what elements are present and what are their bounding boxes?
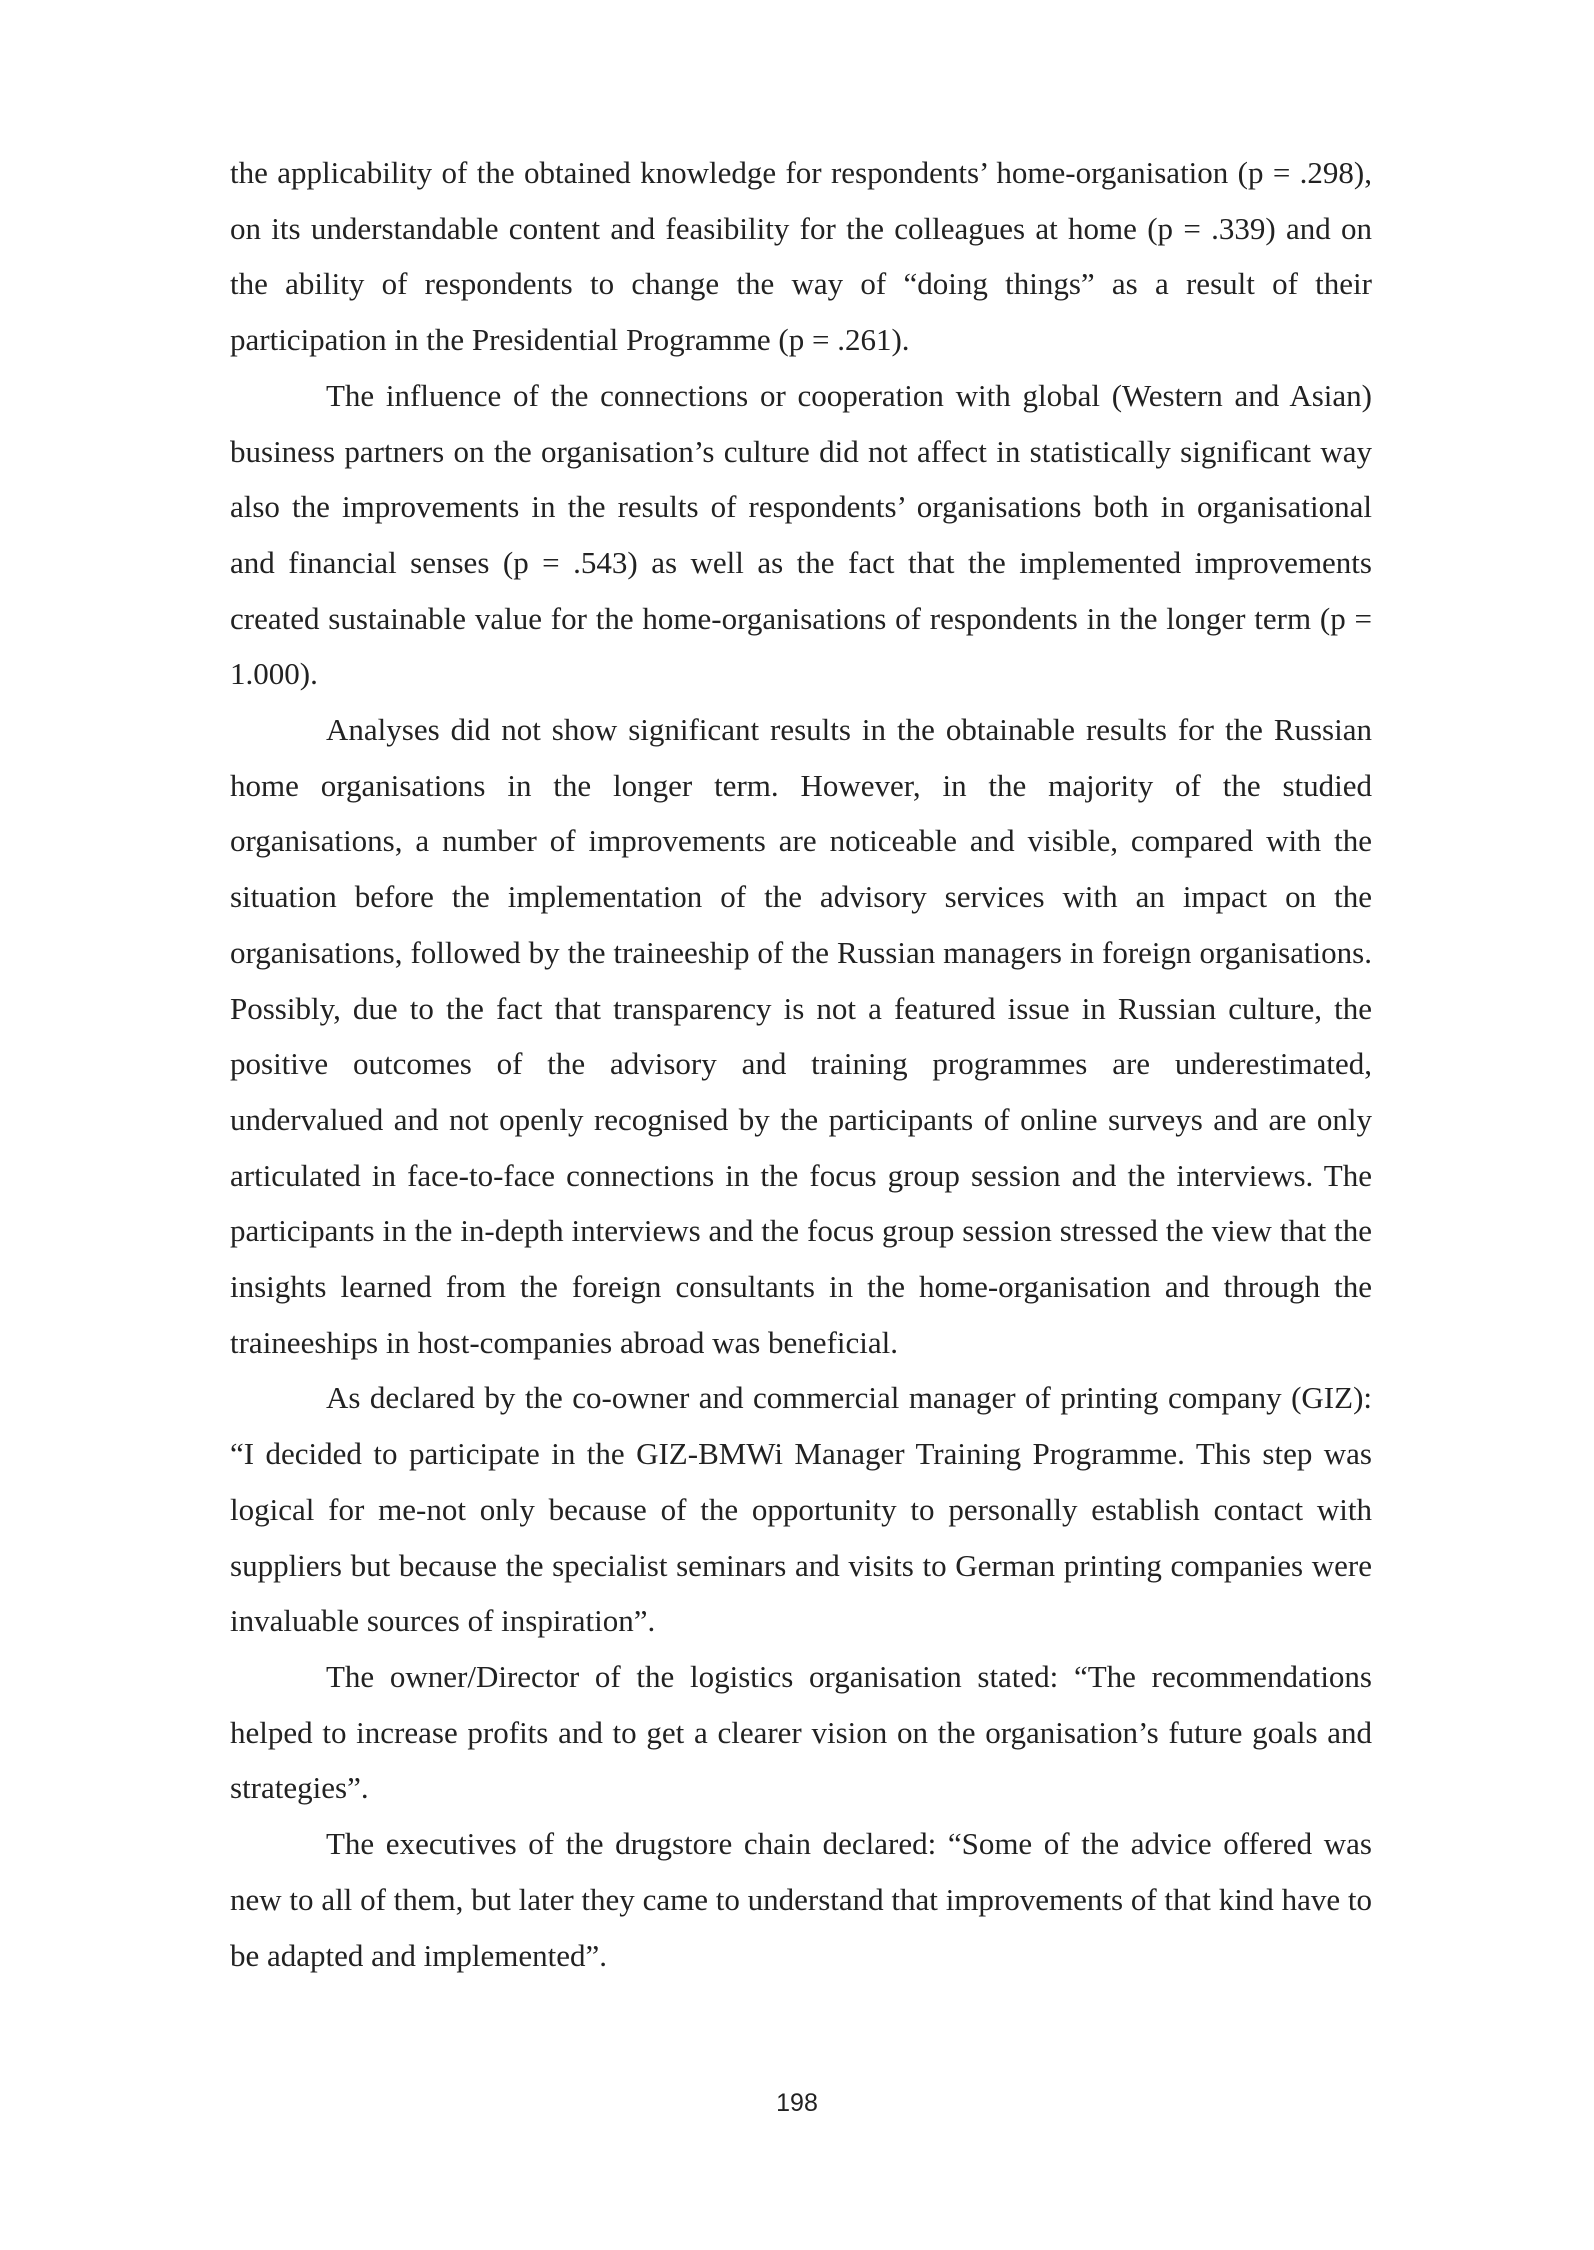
page-number: 198	[776, 2089, 818, 2117]
paragraph-logistics-quote: The owner/Director of the logistics organisation stated: “The recommendations helped to increase profits and to get a clearer vision on the organisation’s future goals and strategies”.	[230, 1658, 1372, 1806]
paragraph-business-partners: The influence of the connections or cooperation with global (Western and Asian) business partners on the organisation’s culture did not affect in statistically significant way also the improvements in the results of respondents’ organisations both in organisational and financial senses (p = .543) as well as the fact that the implemented improvements created sustainable value for the home-organisations of respondents in the longer term (p = 1.000).	[230, 377, 1372, 692]
paragraph-analyses: Analyses did not show significant results in the obtainable results for the Russian home organisations in the longer term. However, in the majority of the studied organisations, a number of improvements are noticeable and visible, compared with the situation before the implementation of the advisory services with an impact on the organisations, followed by the traineeship of the Russian managers in foreign organisations. Possibly, due to the fact that transparency is not a featured issue in Russian culture, the positive outcomes of the advisory and training programmes are underestimated, undervalued and not openly recognised by the participants of online surveys and are only articulated in face-to-face connections in the focus group session and the interviews. The participants in the in-depth interviews and the focus group session stressed the view that the insights learned from the foreign consultants in the home-organisation and through the traineeships in host-companies abroad was beneficial.	[230, 712, 1372, 1360]
body-text	[230, 145, 1372, 1983]
paragraph-printing-company-quote: As declared by the co-owner and commercial manager of printing company (GIZ): “I decided to participate in the GIZ-BMWi Manager Training Programme. This step was logical for me-not only because of the opportunity to personally establish contact with suppliers but because the specialist seminars and visits to German printing companies were invaluable sources of inspiration”.	[230, 1380, 1372, 1639]
paragraph-drugstore-quote: The executives of the drugstore chain declared: “Some of the advice offered was new to all of them, but later they came to understand that improvements of that kind have to be adapted and implemented”.	[230, 1826, 1372, 1973]
paragraph-continuation: the applicability of the obtained knowledge for respondents’ home-organisation (p = .298), on its understandable content and feasibility for the colleagues at home (p = .339) and on the ability of respondents to change the way of “doing things” as a result of their participation in the Presidential Programme (p = .261).	[230, 155, 1372, 358]
